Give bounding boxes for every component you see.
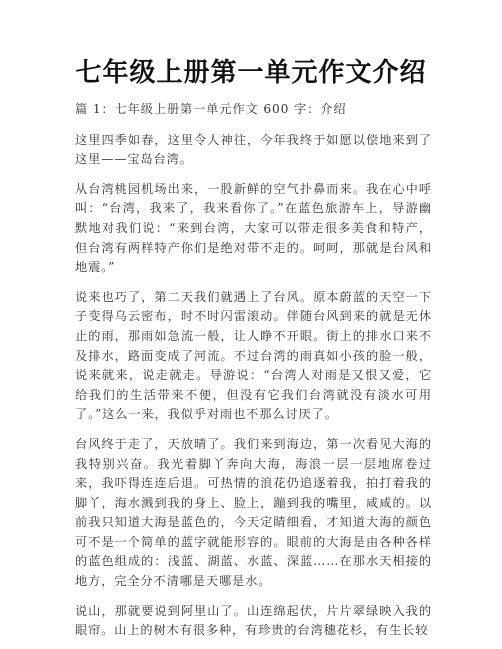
paragraph-5: 说山，那就要说到阿里山了。山连绵起伏，片片翠绿映入我的眼帘。山上的树木有很多种，有珍贵的台湾穗花杉，有生长较 — [75, 603, 432, 638]
paragraph-4: 台风终于走了，天放晴了。我们来到海边，第一次看见大海的我特别兴奋。我光着脚丫奔向大海，海浪一层一层地席卷过来，我吓得连连后退。可热情的浪花仍追逐着我，拍打着我的脚丫，海水溅到我的身上、脸上，蹦到我的嘴里，咸咸的。以前我只知道大海是蓝色的，今天定睛细看，才知道大海的颜色可不是一个简单的蓝字就能形容的。眼前的大海是由各种各样的蓝色组成的：浅蓝、湖蓝、水蓝、深蓝……在那水天相接的地方，完全分不清哪是天哪是水。 — [75, 436, 432, 589]
document-body — [75, 100, 432, 649]
paragraph-2: 从台湾桃园机场出来，一股新鲜的空气扑鼻而来。我在心中呼叫：“台湾，我来了，我来看你了。”在蓝色旅游车上，导游幽默地对我们说：“来到台湾，大家可以带走很多美食和特产，但台湾有两样特产你们是绝对带不走的。呵呵，那就是台风和地震。” — [75, 181, 432, 275]
page-title: 七年级上册第一单元作文介绍 — [75, 58, 427, 88]
paragraph-3: 说来也巧了，第二天我们就遇上了台风。原本蔚蓝的天空一下子变得乌云密布，时不时闪雷滚动。伴随台风到来的就是无休止的雨，那雨如急流一般，让人睁不开眼。街上的排水口来不及排水，路面变成了河流。不过台湾的雨真如小孩的脸一般，说来就来，说走就走。导游说：“台湾人对雨是又恨又爱，它给我们的生活带来不便，但没有它我们台湾就没有淡水可用了。”这么一来，我似乎对雨也不那么讨厌了。 — [75, 289, 432, 422]
article-subtitle: 篇 1：七年级上册第一单元作文 600 字：介绍 — [75, 102, 347, 116]
paragraph-1: 这里四季如春，这里令人神往，今年我终于如愿以偿地来到了这里——宝岛台湾。 — [75, 132, 432, 167]
